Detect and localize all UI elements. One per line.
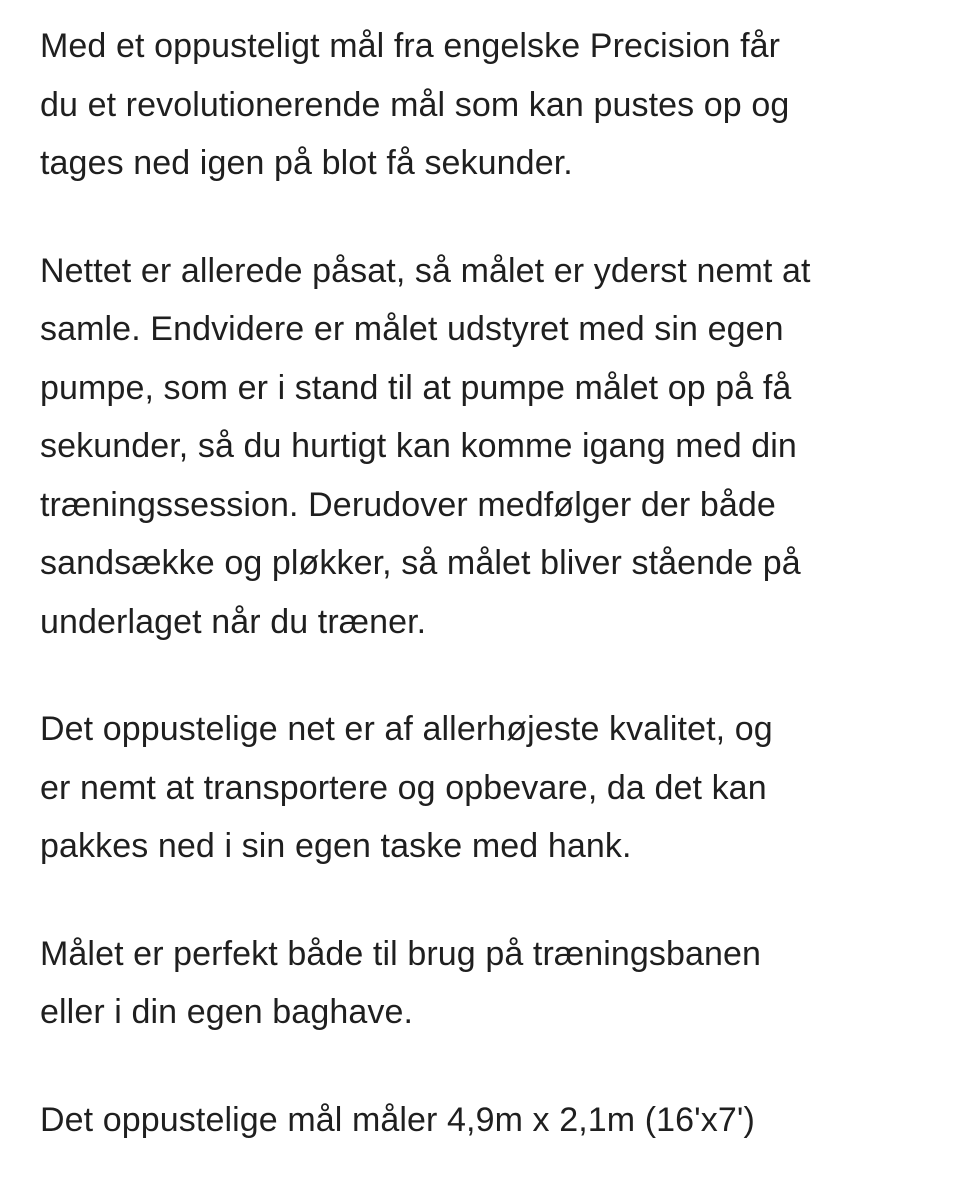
text-line: samle. Endvidere er målet udstyret med sin egen [40, 310, 784, 348]
text-line: Målet er perfekt både til brug på træningsbanen [40, 934, 762, 973]
text-line: Det oppustelige mål måler 4,9m x 2,1m (16'x7') [40, 1100, 755, 1139]
paragraph-usage [40, 925, 940, 1042]
paragraph-dimensions [40, 1091, 940, 1150]
text-line: Det oppustelige net er af allerhøjeste kvalitet, og [40, 710, 773, 748]
text-line: du et revolutionerende mål som kan pustes op og [40, 85, 790, 124]
text-line: sandsække og pløkker, så målet bliver stående på [40, 544, 801, 582]
paragraph-intro [40, 17, 940, 193]
text-line: tages ned igen på blot få sekunder. [40, 144, 573, 182]
text-line: Med et oppusteligt mål fra engelske Precision får [40, 27, 781, 65]
product-description [40, 17, 940, 1198]
text-line: pumpe, som er i stand til at pumpe målet op på få [40, 368, 792, 407]
paragraph-features [40, 242, 940, 652]
text-line: sekunder, så du hurtigt kan komme igang med din [40, 427, 797, 465]
text-line: underlaget når du træner. [40, 602, 427, 641]
text-line: Nettet er allerede påsat, så målet er yderst nemt at [40, 251, 811, 290]
text-line: eller i din egen baghave. [40, 993, 413, 1031]
text-line: træningssession. Derudover medfølger der både [40, 485, 776, 524]
text-line: er nemt at transportere og opbevare, da det kan [40, 768, 767, 807]
text-line: pakkes ned i sin egen taske med hank. [40, 827, 632, 865]
paragraph-quality [40, 700, 940, 876]
